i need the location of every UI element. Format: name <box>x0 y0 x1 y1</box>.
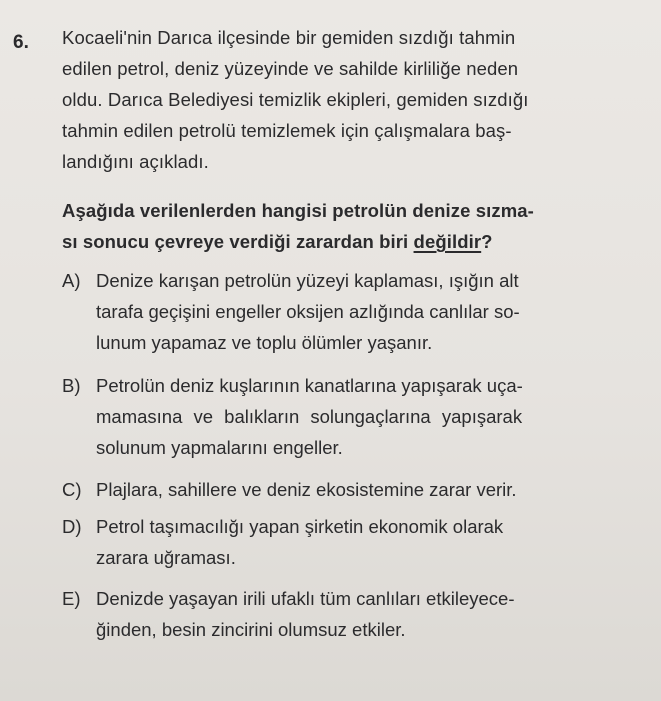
option-text <box>96 265 626 358</box>
option-text <box>96 583 626 645</box>
option-letter: C) <box>62 479 82 500</box>
option-line: Plajlara, sahillere ve deniz ekosistemine zarar verir. <box>96 479 517 500</box>
stem-line: landığını açıkladı. <box>62 151 209 172</box>
stem-line: tahmin edilen petrolü temizlemek için çalışmalara baş- <box>62 120 512 141</box>
option-line: Denizde yaşayan irili ufaklı tüm canlıları etkileyece- <box>96 588 515 609</box>
option-text <box>96 474 626 505</box>
option-letter: A) <box>62 270 81 291</box>
option-line: mamasına ve balıkların solungaçlarına yapışarak <box>96 406 523 427</box>
stem-line: Kocaeli'nin Darıca ilçesinde bir gemiden sızdığı tahmin <box>62 27 516 48</box>
option-line: ğinden, besin zincirini olumsuz etkiler. <box>96 619 406 640</box>
stem-line: oldu. Darıca Belediyesi temizlik ekipleri, gemiden sızdığı <box>62 89 529 110</box>
question-stem <box>62 22 622 177</box>
prompt-text: sı sonucu çevreye verdiği zarardan biri <box>62 231 414 252</box>
question-number: 6. <box>13 32 29 53</box>
option-text <box>96 511 626 573</box>
option-line: zarara uğraması. <box>96 547 236 568</box>
prompt-underlined-word: değildir <box>413 231 482 252</box>
option-line: tarafa geçişini engeller oksijen azlığında canlılar so- <box>96 301 520 322</box>
option-letter: D) <box>62 516 82 537</box>
prompt-line: Aşağıda verilenlerden hangisi petrolün denize sızma- <box>62 200 534 221</box>
question-prompt <box>62 195 622 257</box>
option-letter: B) <box>62 375 81 396</box>
option-line: solunum yapmalarını engeller. <box>96 437 343 458</box>
stem-line: edilen petrol, deniz yüzeyinde ve sahilde kirliliğe neden <box>62 58 519 79</box>
prompt-line <box>62 226 622 257</box>
prompt-question-mark: ? <box>481 231 493 252</box>
option-letter: E) <box>62 588 81 609</box>
option-line: Denize karışan petrolün yüzeyi kaplaması, ışığın alt <box>96 270 519 291</box>
option-text <box>96 370 626 463</box>
option-line: Petrolün deniz kuşlarının kanatlarına yapışarak uça- <box>96 375 523 396</box>
option-line: Petrol taşımacılığı yapan şirketin ekonomik olarak <box>96 516 504 537</box>
option-line: lunum yapamaz ve toplu ölümler yaşanır. <box>96 332 433 353</box>
